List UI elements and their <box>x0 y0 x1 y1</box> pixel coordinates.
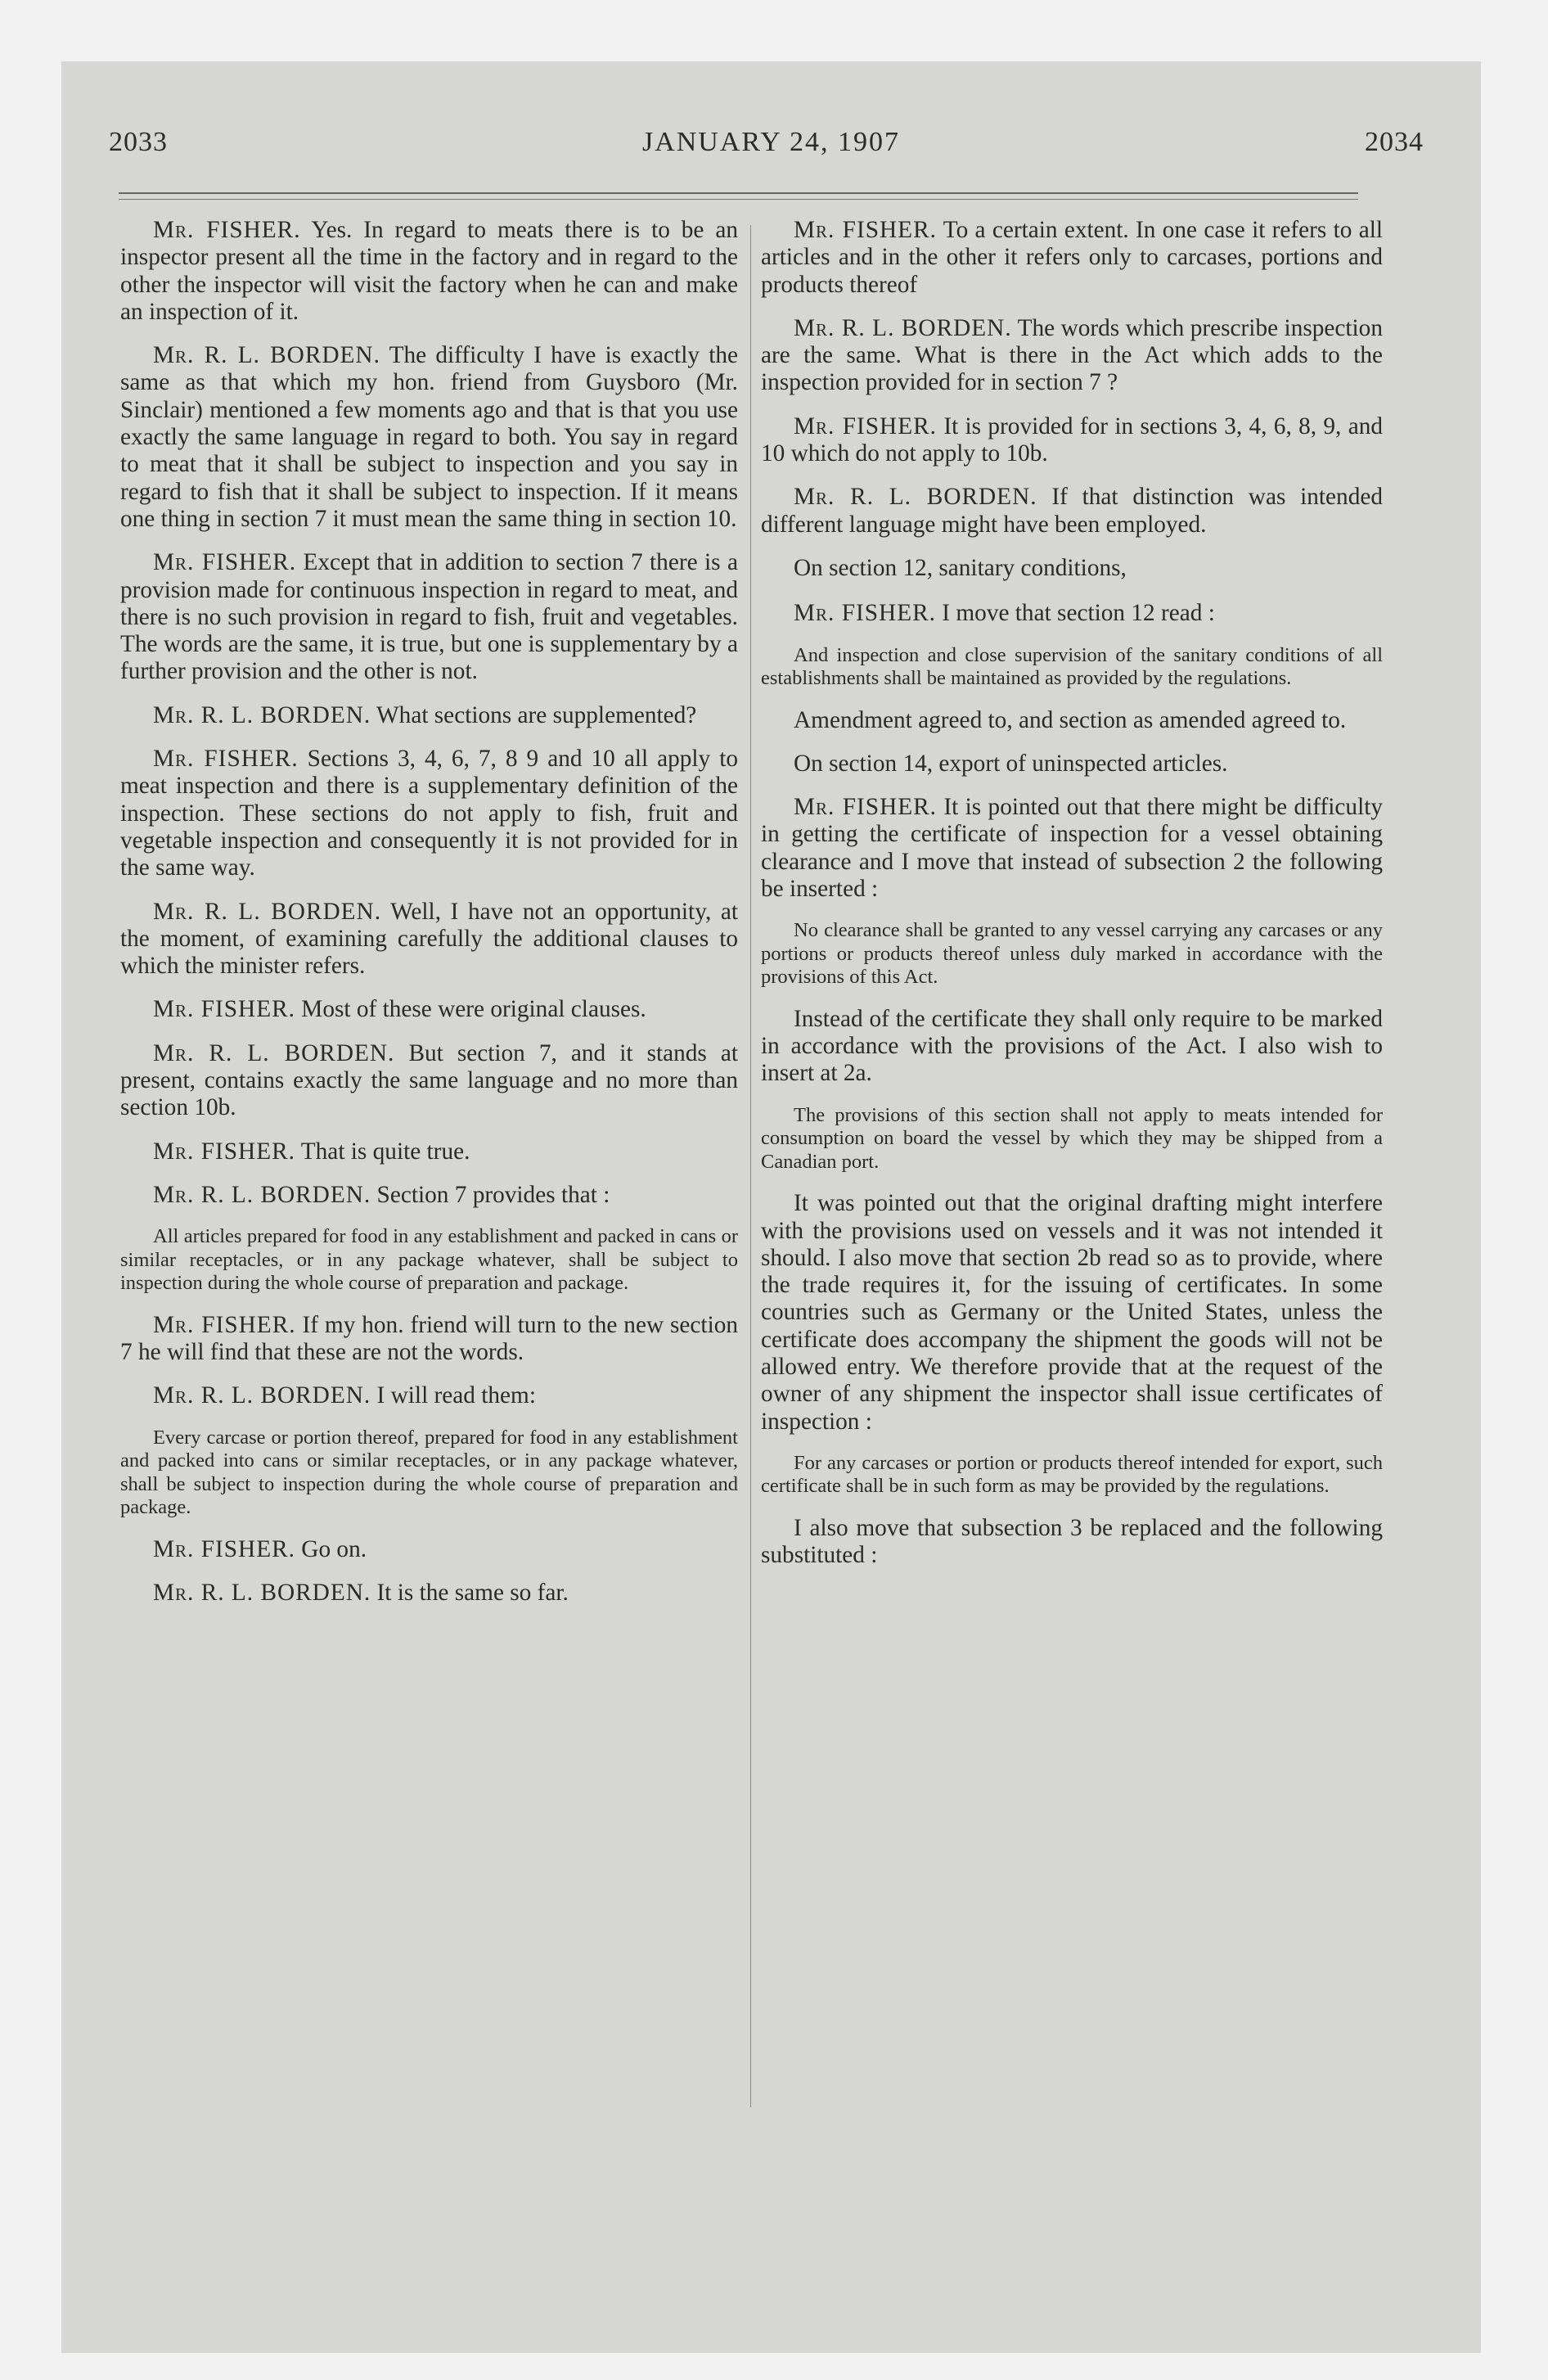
speech-text: But section 7, and it stands at present, contains exactly the same language and no more than section 10b. <box>120 1039 738 1121</box>
quoted-clause: For any carcases or portion or products thereof intended for export, such certificate shall be in such form as may be provided by the regulations. <box>761 1451 1383 1498</box>
speaker-name: Mr. R. L. BORDEN. <box>153 1382 371 1409</box>
speech-text: I will read them: <box>376 1382 536 1409</box>
speaker-name: Mr. FISHER. <box>794 794 938 821</box>
narrative-paragraph: Instead of the certificate they shall only require to be marked in accordance with the provisions of the Act. I also wish to insert at 2a. <box>761 1005 1383 1087</box>
speech-paragraph <box>120 1040 738 1122</box>
speaker-name: Mr. FISHER. <box>153 1138 295 1165</box>
speaker-name: Mr. FISHER. <box>794 600 936 627</box>
speech-text: The words which prescribe inspection are the same. What is there in the Act which adds to the inspection provided for in section 7 ? <box>761 314 1383 396</box>
speaker-name: Mr. FISHER. <box>153 1311 296 1338</box>
speech-text: Except that in addition to section 7 there is a provision made for continuous inspection in regard to meat, and there is no such provision in regard to fish, fruit and vegetables. The words are the same, it is true, but one is supplementary by a further provision and the other is not. <box>120 549 738 685</box>
speech-paragraph <box>120 1138 738 1165</box>
speech-paragraph <box>120 1312 738 1367</box>
page-number-left: 2033 <box>109 127 168 157</box>
speaker-name: Mr. R. L. BORDEN. <box>794 484 1037 511</box>
speech-paragraph <box>120 702 738 729</box>
section-heading: On section 12, sanitary conditions, <box>794 554 1127 581</box>
quoted-clause: And inspection and close supervision of the sanitary conditions of all establishments shall be maintained as provided by the regulations. <box>761 643 1383 690</box>
speech-paragraph <box>761 413 1383 468</box>
quoted-clause: No clearance shall be granted to any vessel carrying any carcases or any portions or products thereof unless duly marked in accordance with the provisions of this Act. <box>761 919 1383 989</box>
speech-paragraph <box>120 1382 738 1409</box>
speaker-name: Mr. R. L. BORDEN. <box>153 1579 371 1606</box>
speech-text: The difficulty I have is exactly the same as that which my hon. friend from Guysboro (Mr. Sinclair) mentioned a few moments ago and that is that you use exactly the same language in regard to both. You say in regard to meat that it shall be subject to inspection and you say in regard to fish that it shall be subject to inspection. If it means one thing in section 7 it must mean the same thing in section 10. <box>120 342 738 532</box>
speaker-name: Mr. FISHER. <box>153 1535 295 1562</box>
header-rule <box>119 192 1358 194</box>
speaker-name: Mr. FISHER. <box>153 217 301 243</box>
speech-paragraph <box>761 217 1383 299</box>
speech-paragraph <box>120 746 738 881</box>
speech-paragraph <box>120 996 738 1023</box>
speaker-name: Mr. FISHER. <box>153 549 297 576</box>
speaker-name: Mr. FISHER. <box>153 996 295 1023</box>
speaker-name: Mr. R. L. BORDEN. <box>153 701 371 728</box>
narrative-paragraph: I also move that subsection 3 be replaced and the following substituted : <box>761 1514 1383 1569</box>
quoted-clause: All articles prepared for food in any establishment and packed in cans or similar receptacles, or in any package whatever, shall be subject to inspection during the whole course of preparation and package. <box>120 1225 738 1295</box>
speech-paragraph <box>761 315 1383 397</box>
speech-text: What sections are supplemented? <box>376 701 697 728</box>
speech-text: Well, I have not an opportunity, at the moment, of examining carefully the additional clauses to which the minister refers. <box>120 898 739 980</box>
speech-text: To a certain extent. In one case it refers to all articles and in the other it refers only to carcases, portions and products thereof <box>761 217 1383 298</box>
speech-paragraph <box>761 484 1383 539</box>
speaker-name: Mr. FISHER. <box>794 217 937 243</box>
speech-text: It is provided for in sections 3, 4, 6, 8, 9, and 10 which do not apply to 10b. <box>761 412 1383 467</box>
speech-paragraph <box>120 1182 738 1209</box>
speaker-name: Mr. R. L. BORDEN. <box>794 314 1012 341</box>
right-column <box>761 217 1383 1586</box>
narrative-paragraph: It was pointed out that the original drafting might interfere with the provisions used on vessels and it was not intended it should. I also move that section 2b read so as to provide, where the trade requires it, for the issuing of certificates. In some countries such as Germany or the United States, unless the certificate does accompany the shipment the goods will not be allowed entry. We therefore provide that at the request of the owner of any shipment the inspector shall issue certificates of inspection : <box>761 1190 1383 1435</box>
speaker-name: Mr. FISHER. <box>153 746 299 773</box>
speech-paragraph <box>761 794 1383 903</box>
header-rule-thin <box>119 199 1358 200</box>
speech-text: If that distinction was intended different language might have been employed. <box>761 484 1384 538</box>
speech-text: Yes. In regard to meats there is to be an inspector present all the time in the factory and in regard to the other the inspector will visit the factory when he can and make an inspection of it. <box>120 217 738 325</box>
narrative-paragraph: Amendment agreed to, and section as amended agreed to. <box>794 706 1347 733</box>
speech-paragraph <box>120 1580 738 1607</box>
speech-text: I move that section 12 read : <box>942 600 1215 627</box>
narrative-paragraph: On section 14, export of uninspected articles. <box>794 750 1228 777</box>
speech-text: It is pointed out that there might be difficulty in getting the certificate of inspection for a vessel obtaining clearance and I move that instead of subsection 2 the following be inserted : <box>761 794 1384 903</box>
speech-text: Sections 3, 4, 6, 7, 8 9 and 10 all apply to meat inspection and there is a supplementary definition of the inspection. These sections do not apply to fish, fruit and vegetable inspection and consequently it is not provided for in the same way. <box>120 746 738 881</box>
speech-text: If my hon. friend will turn to the new section 7 he will find that these are not the words. <box>120 1311 739 1365</box>
page-number-right: 2034 <box>1365 127 1424 157</box>
speech-text: That is quite true. <box>300 1138 470 1165</box>
speech-text: Go on. <box>301 1535 367 1562</box>
speaker-name: Mr. FISHER. <box>794 412 937 439</box>
quoted-clause: The provisions of this section shall not apply to meats intended for consumption on board the vessel by which they may be shipped from a Canadian port. <box>761 1103 1383 1173</box>
speech-text: It is the same so far. <box>376 1579 569 1606</box>
speaker-name: Mr. R. L. BORDEN. <box>153 1181 371 1208</box>
speaker-name: Mr. R. L. BORDEN. <box>153 342 380 369</box>
speech-text: Section 7 provides that : <box>376 1181 610 1208</box>
speaker-name: Mr. R. L. BORDEN. <box>153 1039 395 1066</box>
speech-paragraph <box>120 1536 738 1563</box>
speech-paragraph <box>120 899 738 980</box>
hansard-page <box>61 61 1481 2353</box>
speech-text: Most of these were original clauses. <box>301 996 646 1023</box>
speech-paragraph <box>761 600 1383 627</box>
speech-paragraph <box>120 217 738 326</box>
column-divider <box>750 225 751 2107</box>
header-date: JANUARY 24, 1907 <box>641 127 901 157</box>
speech-paragraph <box>120 549 738 685</box>
speaker-name: Mr. R. L. BORDEN. <box>153 898 382 925</box>
page-header <box>61 127 1481 176</box>
quoted-clause: Every carcase or portion thereof, prepared for food in any establishment and packed into cans or similar receptacles, or in any package whatever, shall be subject to inspection during the whole course of preparation and package. <box>120 1426 738 1519</box>
left-column <box>120 217 738 1623</box>
speech-paragraph <box>120 342 738 533</box>
